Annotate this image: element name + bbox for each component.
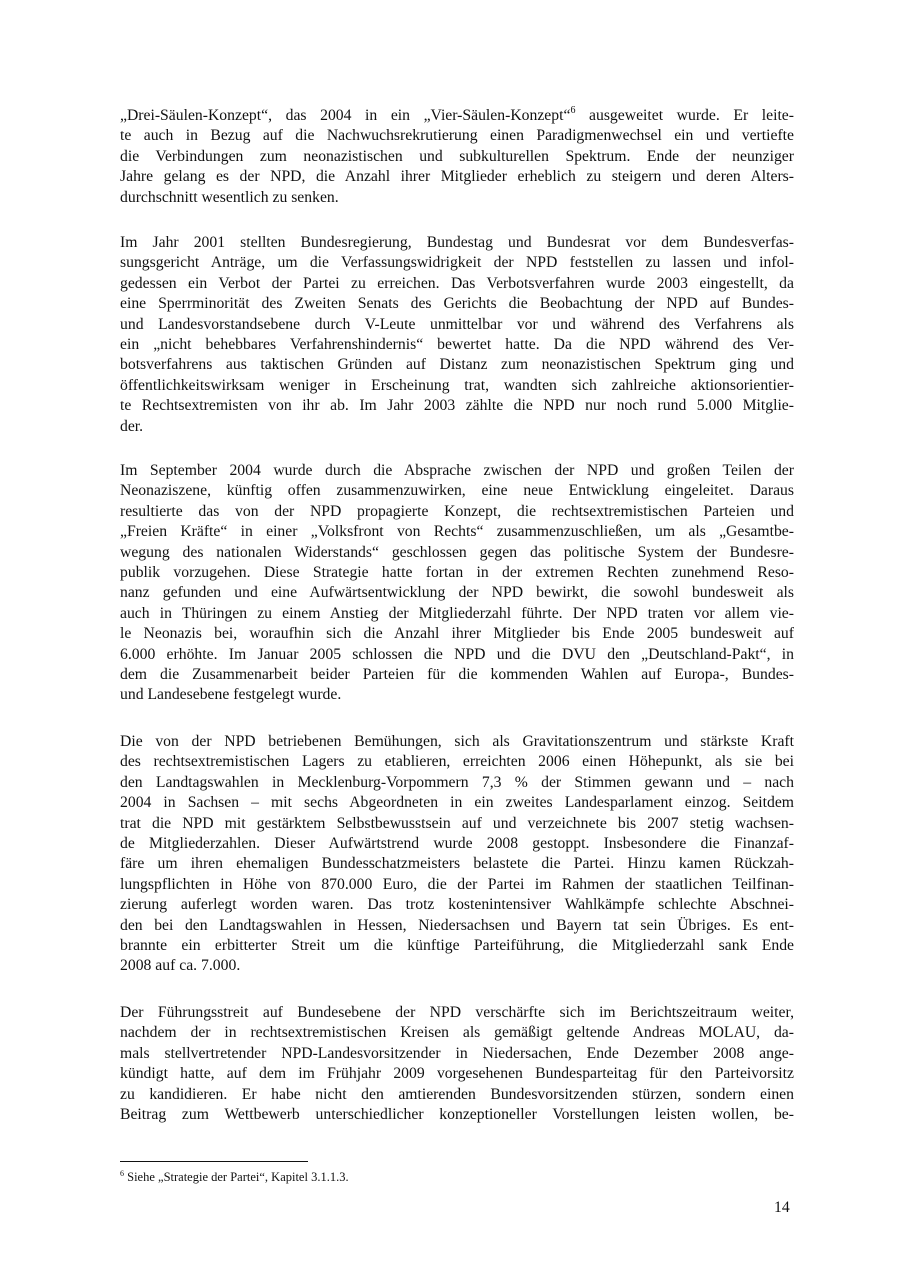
text-line: te auch in Bezug auf die Nachwuchsrekrutierung einen Paradigmenwechsel ein und vertiefte (120, 127, 794, 145)
text-line: dem die Zusammenarbeit beider Parteien für die kommenden Wahlen auf Europa-, Bundes- (120, 666, 794, 684)
text-line: und Landesebene festgelegt wurde. (120, 686, 342, 704)
text-line: de Mitgliederzahlen. Dieser Aufwärtstrend wurde 2008 gestoppt. Insbesondere die Finanzaf- (120, 835, 794, 853)
footnote (120, 1170, 349, 1185)
footnote-number: 6 (120, 1168, 124, 1178)
text-line: ein „nicht behebbares Verfahrenshindernis“ bewertet hatte. Da die NPD während des Ver- (120, 336, 794, 354)
text-line: eine Sperrminorität des Zweiten Senats des Gerichts die Beobachtung der NPD auf Bundes- (120, 295, 794, 313)
text-line: kündigt hatte, auf dem im Frühjahr 2009 vorgesehenen Bundesparteitag für den Parteivorsitz (120, 1065, 794, 1083)
text-line: den Landtagswahlen in Mecklenburg-Vorpommern 7,3 % der Stimmen gewann und – nach (120, 773, 794, 791)
text-line: den bei den Landtagswahlen in Hessen, Niedersachsen und Bayern tat sein Übriges. Es ent- (120, 916, 794, 934)
text-line: die Verbindungen zum neonazistischen und subkulturellen Spektrum. Ende der neunziger (120, 147, 794, 165)
text-line: Beitrag zum Wettbewerb unterschiedlicher konzeptioneller Vorstellungen leisten wollen, be- (120, 1106, 794, 1124)
text-line: Im Jahr 2001 stellten Bundesregierung, Bundestag und Bundesrat vor dem Bundesverfas- (120, 234, 794, 251)
text-line: öffentlichkeitswirksam weniger in Erscheinung trat, wandten sich zahlreiche aktionsorientier- (120, 376, 794, 394)
text-line: auch in Thüringen zu einem Anstieg der Mitgliederzahl führte. Der NPD traten vor allem vie- (120, 604, 794, 622)
text-line: Jahre gelang es der NPD, die Anzahl ihrer Mitglieder erheblich zu steigern und deren Alters- (120, 168, 794, 186)
text-line: des rechtsextremistischen Lagers zu etablieren, erreichten 2006 einen Höhepunkt, als sie bei (120, 753, 794, 771)
text-line: zu kandidieren. Er habe nicht den amtierenden Bundesvorsitzenden stürzen, sondern einen (120, 1085, 794, 1103)
text-line: Die von der NPD betriebenen Bemühungen, sich als Gravitationszentrum und stärkste Kraft (120, 733, 794, 750)
paragraph-3 (120, 461, 794, 706)
paragraph-5 (120, 1003, 794, 1125)
text-line: resultierte das von der NPD propagierte Konzept, die rechtsextremistischen Parteien und (120, 502, 794, 520)
text-line: 2004 in Sachsen – mit sechs Abgeordneten in ein zweites Landesparlament einzog. Seitdem (120, 794, 794, 812)
text-line: brannte ein erbitterter Streit um die künftige Parteiführung, die Mitgliederzahl sank Ende (120, 937, 794, 955)
text-line: Der Führungsstreit auf Bundesebene der NPD verschärfte sich im Berichtszeitraum weiter, (120, 1004, 794, 1021)
text-line: zierung auferlegt worden waren. Das trotz kostenintensiver Wahlkämpfe schlechte Abschnei- (120, 896, 794, 914)
text-line: Neonaziszene, künftig offen zusammenzuwirken, eine neue Entwicklung eingeleitet. Daraus (120, 482, 794, 500)
text-line: nanz gefunden und eine Aufwärtsentwicklung der NPD bewirkt, die sowohl bundesweit als (120, 584, 794, 602)
text-line: 2008 auf ca. 7.000. (120, 957, 241, 975)
text-line: gedessen ein Verbot der Partei zu erreichen. Das Verbotsverfahren wurde 2003 eingestellt, da (120, 274, 794, 292)
paragraph-2 (120, 233, 794, 437)
text-line: und Landesvorstandsebene durch V-Leute unmittelbar vor und während des Verfahrens als (120, 315, 794, 333)
text-line: färe um ihren ehemaligen Bundesschatzmeisters belastete die Partei. Hinzu kamen Rückzah- (120, 855, 794, 873)
text-line: trat die NPD mit gestärktem Selbstbewusstsein auf und verzeichnete bis 2007 stetig wachsen- (120, 814, 794, 832)
text-line: botsverfahrens aus taktischen Gründen auf Distanz zum neonazistischen Spektrum ging und (120, 356, 794, 374)
text-line: publik vorzugehen. Diese Strategie hatte fortan in der extremen Rechten zunehmend Reso- (120, 564, 794, 582)
text-line: durchschnitt wesentlich zu senken. (120, 188, 339, 206)
text-line: mals stellvertretender NPD-Landesvorsitzender in Niedersachen, Ende Dezember 2008 ange- (120, 1044, 794, 1062)
text-line: der. (120, 417, 144, 435)
text-line: nachdem der in rechtsextremistischen Kreisen als gemäßigt geltende Andreas MOLAU, da- (120, 1024, 794, 1042)
text-line: wegung des nationalen Widerstands“ geschlossen gegen das politische System der Bundesre- (120, 543, 794, 561)
text-line: 6.000 erhöhte. Im Januar 2005 schlossen die NPD und die DVU den „Deutschland-Pakt“, in (120, 645, 794, 663)
footnote-reference[interactable]: 6 (570, 104, 576, 116)
text-line: sungsgericht Anträge, um die Verfassungswidrigkeit der NPD feststellen zu lassen und infol- (120, 254, 794, 272)
text-line: lungspflichten in Höhe von 870.000 Euro, die der Partei im Rahmen der staatlichen Teilfinan- (120, 875, 794, 893)
text-line: te Rechtsextremisten von ihr ab. Im Jahr 2003 zählte die NPD nur noch rund 5.000 Mitglie- (120, 397, 794, 415)
text-line: le Neonazis bei, woraufhin sich die Anzahl ihrer Mitglieder bis Ende 2005 bundesweit auf (120, 625, 794, 643)
paragraph-1 (120, 106, 794, 208)
footnote-separator (120, 1161, 308, 1162)
text-line: „Drei-Säulen-Konzept“, das 2004 in ein „Vier-Säulen-Konzept“$^6$ ausgeweitet wurde. Er leite- (120, 104, 794, 124)
text-line: Im September 2004 wurde durch die Absprache zwischen der NPD und großen Teilen der (120, 462, 794, 479)
paragraph-4 (120, 732, 794, 977)
text-line: „Freien Kräfte“ in einer „Volksfront von Rechts“ zusammenzuschließen, um als „Gesamtbe- (120, 523, 794, 541)
footnote-text: Siehe „Strategie der Partei“, Kapitel 3.1.1.3. (124, 1170, 349, 1184)
page-number: 14 (774, 1199, 790, 1216)
